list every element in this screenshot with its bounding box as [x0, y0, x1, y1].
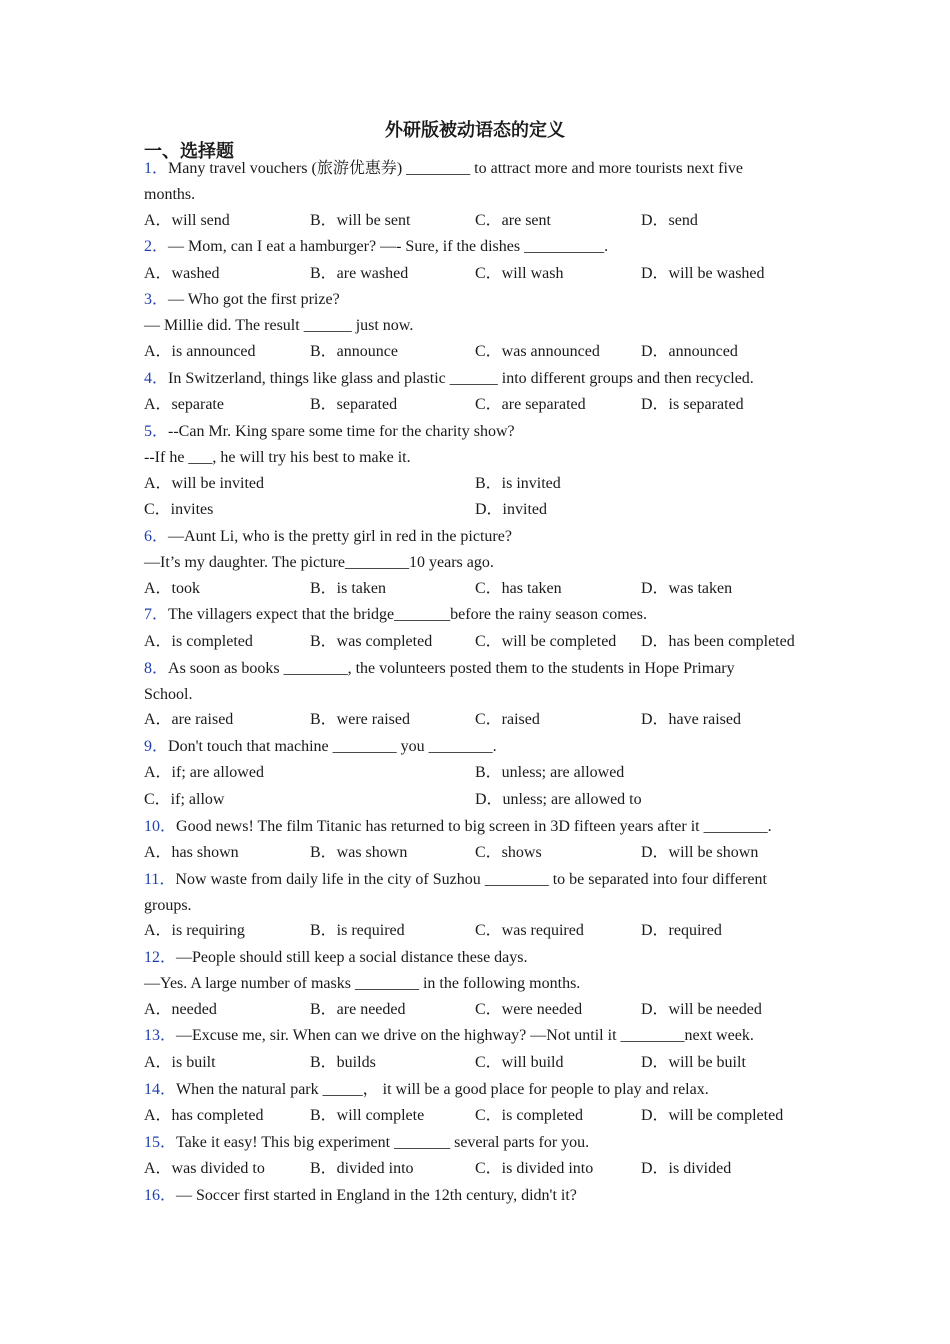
section-heading: 一、选择题 [144, 141, 234, 161]
question-12-option-c[interactable]: C．were needed [475, 1001, 583, 1018]
question-text: —Excuse me, sir. When can we drive on the highway? —Not until it ________next week. [176, 1027, 754, 1044]
question-15-stem [144, 1133, 810, 1153]
question-text: The villagers expect that the bridge_______before the rainy season comes. [168, 606, 647, 623]
question-4-option-c[interactable]: C．are separated [475, 396, 586, 413]
question-1-option-b[interactable]: B．will be sent [310, 212, 411, 229]
question-8-option-a[interactable]: A．are raised [144, 711, 234, 728]
question-6-option-b[interactable]: B．is taken [310, 580, 386, 597]
question-text: — Millie did. The result ______ just now. [144, 317, 414, 334]
question-13-option-b[interactable]: B．builds [310, 1054, 376, 1071]
question-1-option-c[interactable]: C．are sent [475, 212, 551, 229]
question-8-stem-cont [144, 685, 810, 705]
question-number: 8． [144, 660, 169, 677]
question-5-option-d[interactable]: D．invited [475, 501, 547, 518]
question-number: 1． [144, 160, 169, 177]
question-number: 10． [144, 818, 177, 835]
question-number: 7． [144, 606, 169, 623]
question-10-option-d[interactable]: D．will be shown [641, 844, 759, 861]
question-3-option-d[interactable]: D．announced [641, 343, 738, 360]
question-10-option-b[interactable]: B．was shown [310, 844, 408, 861]
question-text: Many travel vouchers (旅游优惠券) ________ to attract more and more tourists next five [168, 160, 743, 177]
question-14-option-c[interactable]: C．is completed [475, 1107, 583, 1124]
question-6-stem [144, 527, 810, 547]
question-text: —People should still keep a social distance these days. [176, 949, 528, 966]
question-1-stem-cont [144, 185, 810, 205]
question-text: — Who got the first prize? [168, 291, 340, 308]
question-1-stem [144, 159, 810, 179]
question-11-option-c[interactable]: C．was required [475, 922, 584, 939]
question-8-option-c[interactable]: C．raised [475, 711, 540, 728]
question-2-stem [144, 237, 810, 257]
question-10-option-c[interactable]: C．shows [475, 844, 542, 861]
question-number: 15． [144, 1134, 177, 1151]
question-3-stem-cont [144, 316, 810, 336]
question-12-option-d[interactable]: D．will be needed [641, 1001, 762, 1018]
question-3-stem [144, 290, 810, 310]
question-16-stem [144, 1186, 810, 1206]
question-3-option-a[interactable]: A．is announced [144, 343, 256, 360]
question-text: Good news! The film Titanic has returned to big screen in 3D fifteen years after it ________. [176, 818, 772, 835]
question-2-option-c[interactable]: C．will wash [475, 265, 564, 282]
question-14-option-d[interactable]: D．will be completed [641, 1107, 784, 1124]
question-1-option-a[interactable]: A．will send [144, 212, 230, 229]
question-text: School. [144, 686, 193, 703]
question-6-option-a[interactable]: A．took [144, 580, 201, 597]
question-number: 6． [144, 528, 169, 545]
question-10-stem [144, 817, 810, 837]
question-4-option-b[interactable]: B．separated [310, 396, 398, 413]
question-text: --If he ___, he will try his best to make it. [144, 449, 411, 466]
question-13-option-d[interactable]: D．will be built [641, 1054, 746, 1071]
question-5-stem-cont [144, 448, 810, 468]
question-text: — Soccer first started in England in the 12th century, didn't it? [176, 1187, 577, 1204]
question-8-option-b[interactable]: B．were raised [310, 711, 410, 728]
question-15-option-d[interactable]: D．is divided [641, 1160, 732, 1177]
question-15-option-b[interactable]: B．divided into [310, 1160, 414, 1177]
question-text: —Yes. A large number of masks ________ in the following months. [144, 975, 581, 992]
question-5-option-b[interactable]: B．is invited [475, 475, 561, 492]
question-11-stem-cont [144, 896, 810, 916]
question-2-option-b[interactable]: B．are washed [310, 265, 409, 282]
question-5-option-c[interactable]: C．invites [144, 501, 214, 518]
question-12-stem [144, 948, 810, 968]
question-10-option-a[interactable]: A．has shown [144, 844, 239, 861]
question-7-option-c[interactable]: C．will be completed [475, 633, 617, 650]
question-8-stem [144, 659, 810, 679]
question-text: — Mom, can I eat a hamburger? —- Sure, if the dishes __________. [168, 238, 609, 255]
question-2-option-d[interactable]: D．will be washed [641, 265, 765, 282]
document-title: 外研版被动语态的定义 [385, 120, 565, 140]
question-7-option-d[interactable]: D．has been completed [641, 633, 795, 650]
question-3-option-b[interactable]: B．announce [310, 343, 398, 360]
question-14-option-a[interactable]: A．has completed [144, 1107, 264, 1124]
question-13-stem [144, 1026, 810, 1046]
question-7-option-b[interactable]: B．was completed [310, 633, 433, 650]
question-13-option-a[interactable]: A．is built [144, 1054, 216, 1071]
question-4-stem [144, 369, 810, 389]
question-15-option-a[interactable]: A．was divided to [144, 1160, 265, 1177]
question-number: 16． [144, 1187, 177, 1204]
question-13-option-c[interactable]: C．will build [475, 1054, 564, 1071]
question-text: months. [144, 186, 196, 203]
question-11-option-a[interactable]: A．is requiring [144, 922, 245, 939]
question-number: 5． [144, 423, 169, 440]
question-number: 12． [144, 949, 177, 966]
question-3-option-c[interactable]: C．was announced [475, 343, 600, 360]
question-5-stem [144, 422, 810, 442]
question-7-option-a[interactable]: A．is completed [144, 633, 253, 650]
question-11-option-b[interactable]: B．is required [310, 922, 405, 939]
question-15-option-c[interactable]: C．is divided into [475, 1160, 594, 1177]
question-number: 4． [144, 370, 169, 387]
question-number: 11． [144, 871, 176, 888]
question-number: 13． [144, 1027, 177, 1044]
question-text: Take it easy! This big experiment _______ several parts for you. [176, 1134, 590, 1151]
question-text: --Can Mr. King spare some time for the charity show? [168, 423, 515, 440]
question-12-option-a[interactable]: A．needed [144, 1001, 217, 1018]
question-1-option-d[interactable]: D．send [641, 212, 698, 229]
question-6-option-d[interactable]: D．was taken [641, 580, 733, 597]
question-2-option-a[interactable]: A．washed [144, 265, 220, 282]
question-number: 3． [144, 291, 169, 308]
question-7-stem [144, 605, 810, 625]
question-8-option-d[interactable]: D．have raised [641, 711, 741, 728]
question-12-option-b[interactable]: B．are needed [310, 1001, 406, 1018]
question-11-option-d[interactable]: D．required [641, 922, 722, 939]
question-text: Now waste from daily life in the city of Suzhou ________ to be separated into four different [175, 871, 767, 888]
question-text: Don't touch that machine ________ you ________. [168, 738, 497, 755]
question-text: As soon as books ________, the volunteers posted them to the students in Hope Primary [168, 660, 735, 677]
question-text: In Switzerland, things like glass and plastic ______ into different groups and then recycled. [168, 370, 754, 387]
question-6-option-c[interactable]: C．has taken [475, 580, 562, 597]
question-text: —It’s my daughter. The picture________10 years ago. [144, 554, 494, 571]
question-number: 14． [144, 1081, 177, 1098]
question-9-option-a[interactable]: A．if; are allowed [144, 764, 264, 781]
question-text: —Aunt Li, who is the pretty girl in red in the picture? [168, 528, 512, 545]
question-5-option-a[interactable]: A．will be invited [144, 475, 264, 492]
question-6-stem-cont [144, 553, 810, 573]
question-9-option-c[interactable]: C．if; allow [144, 791, 225, 808]
question-4-option-d[interactable]: D．is separated [641, 396, 744, 413]
question-9-option-b[interactable]: B．unless; are allowed [475, 764, 625, 781]
question-text: When the natural park _____， it will be a good place for people to play and relax. [176, 1081, 709, 1098]
question-9-stem [144, 737, 810, 757]
question-number: 9． [144, 738, 169, 755]
question-text: groups. [144, 897, 192, 914]
question-4-option-a[interactable]: A．separate [144, 396, 224, 413]
question-9-option-d[interactable]: D．unless; are allowed to [475, 791, 642, 808]
question-11-stem [144, 870, 810, 890]
question-number: 2． [144, 238, 169, 255]
question-12-stem-cont [144, 974, 810, 994]
question-14-option-b[interactable]: B．will complete [310, 1107, 425, 1124]
question-14-stem [144, 1080, 810, 1100]
